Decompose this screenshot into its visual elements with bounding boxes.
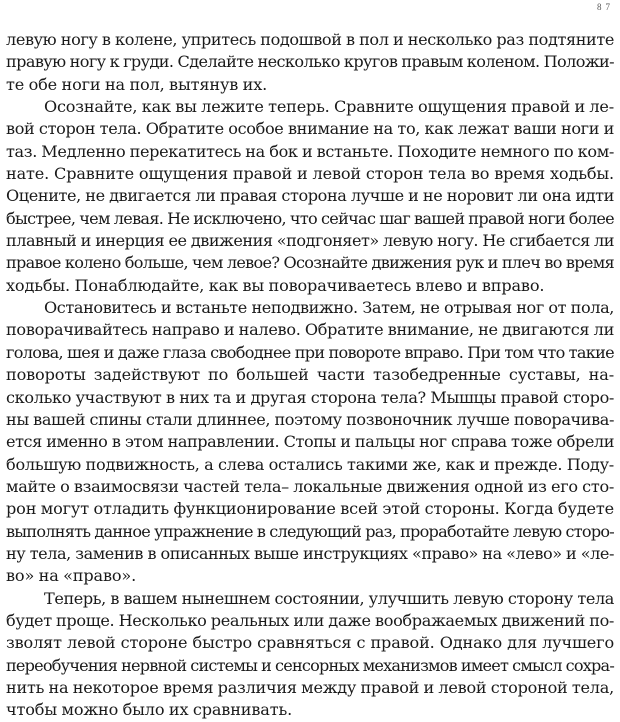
text-line: быстрее, чем левая. Не исключено, что сейчас шаг вашей правой ноги более <box>6 208 614 228</box>
text-line: Осознайте, как вы лежите теперь. Сравните ощущения правой и ле- <box>44 97 614 117</box>
paragraph <box>6 29 614 96</box>
text-line: плавный и инерция ее движения «подгоняет» левую ногу. Не сгибается ли <box>6 231 614 251</box>
text-line: правое колено больше, чем левое? Осознайте движения рук и плеч во время <box>6 253 614 273</box>
text-line: ну тела, заменив в описанных выше инструкциях «право» на «лево» и «ле- <box>6 543 614 563</box>
text-line: правую ногу к груди. Сделайте несколько кругов правым коленом. Положи- <box>6 52 614 72</box>
paragraph <box>6 588 614 722</box>
text-line: во» на «право». <box>6 566 137 586</box>
text-line: зволят левой стороне быстро сравняться с правой. Однако для лучшего <box>6 633 614 653</box>
text-line: ходьбы. Понаблюдайте, как вы поворачиваетесь влево и вправо. <box>6 275 545 295</box>
text-line: таз. Медленно перекатитесь на бок и встаньте. Походите немного по ком- <box>6 141 614 161</box>
text-line: нате. Сравните ощущения правой и левой сторон тела во время ходьбы. <box>6 164 614 184</box>
text-line: сколько участвуют в них та и другая сторона тела? Мышцы правой сторо- <box>6 387 614 407</box>
text-line: поворачивайтесь направо и налево. Обратите внимание, не двигаются ли <box>6 320 614 340</box>
text-line: те обе ноги на пол, вытянув их. <box>6 74 268 94</box>
text-line: повороты задействуют по большей части тазобедренные суставы, на- <box>6 365 614 385</box>
text-line: выполнять данное упражнение в следующий раз, проработайте левую сторо- <box>6 521 614 541</box>
text-line: левую ногу в колене, упритесь подошвой в пол и несколько раз подтяните <box>6 30 614 49</box>
text-line: ется именно в этом направлении. Стопы и пальцы ног справа тоже обрели <box>6 432 614 452</box>
text-line: нить на некоторое время различия между правой и левой стороной тела, <box>6 677 614 697</box>
text-line: вой сторон тела. Обратите особое внимание на то, как лежат ваши ноги и <box>6 119 614 139</box>
text-line: Теперь, в вашем нынешнем состоянии, улучшить левую сторону тела <box>44 588 614 608</box>
text-line: будет проще. Несколько реальных или даже воображаемых движений по- <box>6 610 614 630</box>
text-line: Остановитесь и встаньте неподвижно. Затем, не отрывая ног от пола, <box>44 298 614 318</box>
text-line: большую подвижность, а слева остались такими же, как и прежде. Поду- <box>6 454 614 474</box>
page-number: 87 <box>597 2 614 12</box>
text-line: ны вашей спины стали длиннее, поэтому позвоночник лучше поворачива- <box>6 409 614 429</box>
text-line: голова, шея и даже глаза свободнее при повороте вправо. При том что такие <box>6 342 614 362</box>
paragraph <box>6 297 614 587</box>
text-line: рон могут отладить функционирование всей этой стороны. Когда будете <box>6 499 615 519</box>
text-line: майте о взаимосвязи частей тела– локальные движения одной из его сто- <box>6 476 614 496</box>
text-line: Оцените, не двигается ли правая сторона лучше и не норовит ли она идти <box>6 186 614 206</box>
text-line: переобучения нервной системы и сенсорных механизмов имеет смысл сохра- <box>6 655 614 675</box>
text-line: чтобы можно было их сравнивать. <box>6 700 293 720</box>
paragraph <box>6 96 614 297</box>
book-page-text <box>6 29 614 722</box>
